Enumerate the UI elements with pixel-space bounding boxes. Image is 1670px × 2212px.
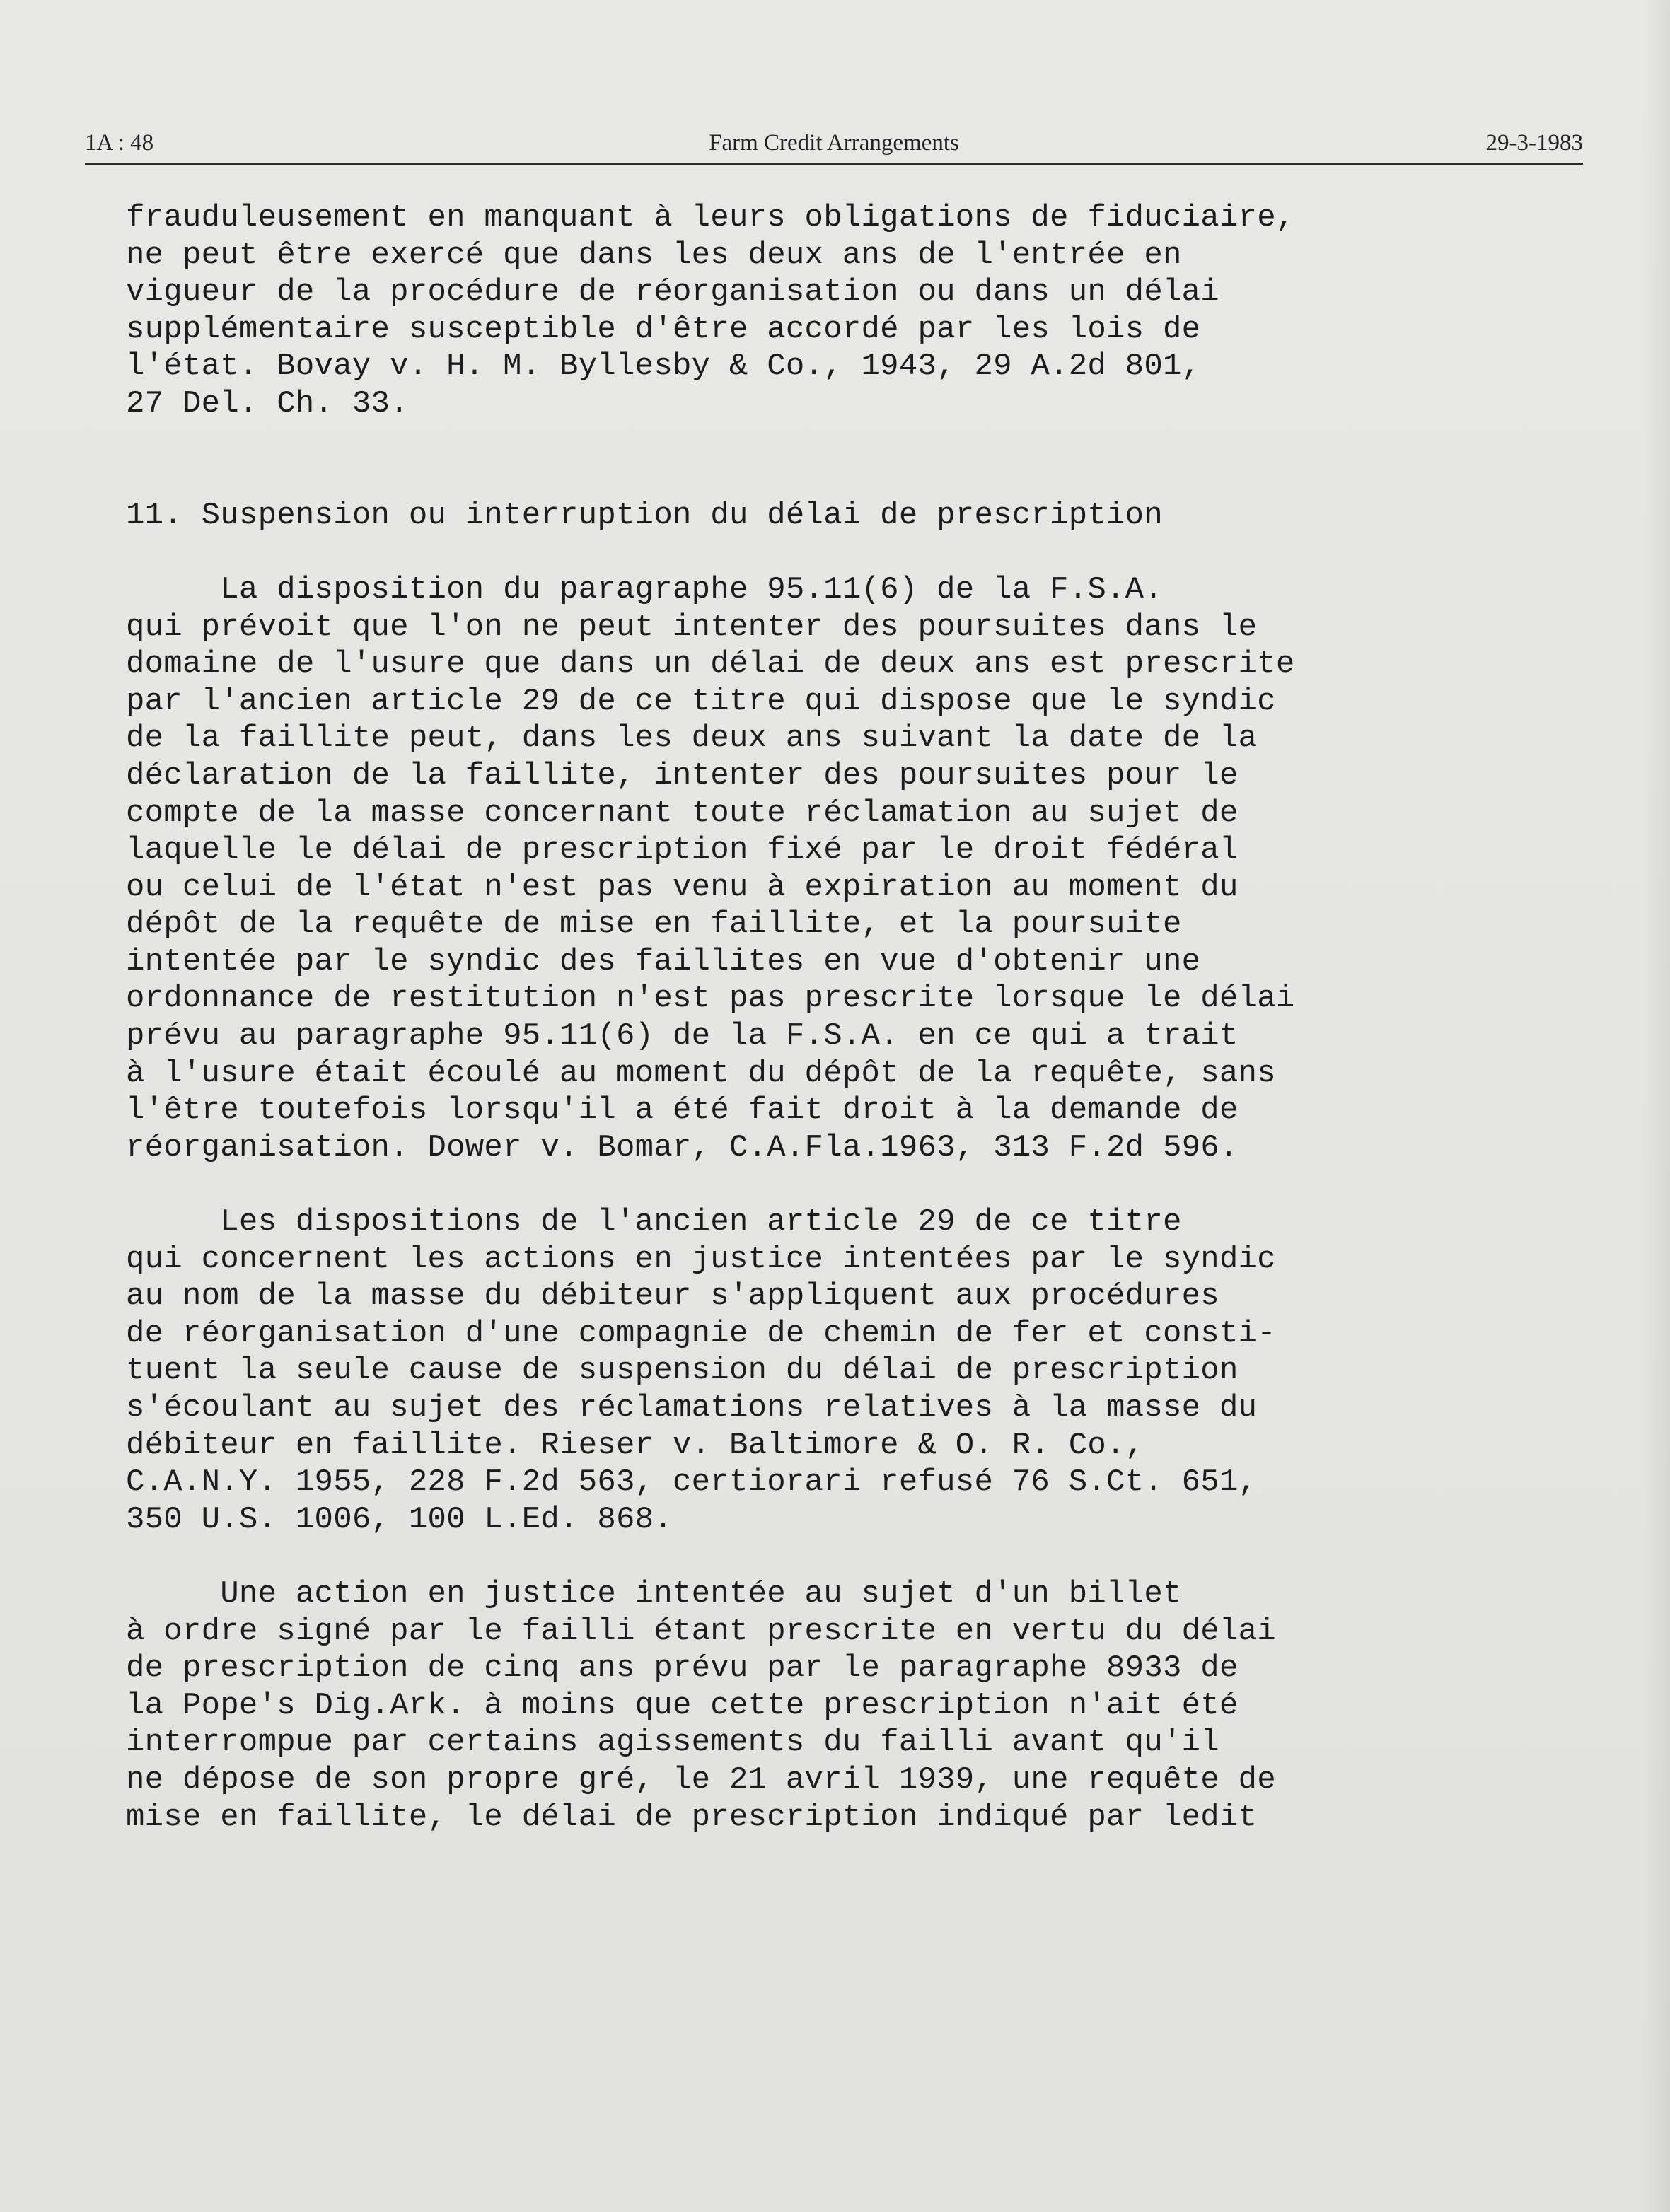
body-text	[126, 199, 1505, 1836]
text-line: débiteur en faillite. Rieser v. Baltimore & O. R. Co.,	[126, 1427, 1144, 1463]
text-line: au nom de la masse du débiteur s'appliquent aux procédures	[126, 1279, 1219, 1315]
text-line: prévu au paragraphe 95.11(6) de la F.S.A. en ce qui a trait	[126, 1018, 1239, 1054]
text-line: ne dépose de son propre gré, le 21 avril 1939, une requête de	[126, 1762, 1276, 1798]
text-line: La disposition du paragraphe 95.11(6) de la F.S.A.	[126, 571, 1163, 607]
text-line: par l'ancien article 29 de ce titre qui dispose que le syndic	[126, 683, 1276, 719]
paragraph-rieser-v-baltimore	[126, 1204, 1505, 1538]
text-line: supplémentaire susceptible d'être accordé par les lois de	[126, 311, 1201, 347]
text-line: ne peut être exercé que dans les deux ans de l'entrée en	[126, 237, 1182, 273]
page-edge-shadow	[1642, 0, 1670, 2212]
section-heading	[126, 497, 1505, 535]
text-line: s'écoulant au sujet des réclamations relatives à la masse du	[126, 1390, 1258, 1426]
header-rule	[85, 163, 1583, 165]
text-line: à ordre signé par le failli étant prescrite en vertu du délai	[126, 1613, 1276, 1649]
text-line: de la faillite peut, dans les deux ans suivant la date de la	[126, 721, 1258, 757]
text-line: qui prévoit que l'on ne peut intenter des poursuites dans le	[126, 609, 1258, 645]
text-line: l'être toutefois lorsqu'il a été fait droit à la demande de	[126, 1093, 1239, 1129]
text-line: C.A.N.Y. 1955, 228 F.2d 563, certiorari refusé 76 S.Ct. 651,	[126, 1465, 1258, 1501]
text-line: la Pope's Dig.Ark. à moins que cette prescription n'ait été	[126, 1687, 1239, 1723]
text-line: vigueur de la procédure de réorganisation ou dans un délai	[126, 274, 1219, 310]
text-line: ordonnance de restitution n'est pas prescrite lorsque le délai	[126, 981, 1295, 1017]
header-title: Farm Credit Arrangements	[709, 130, 959, 156]
text-line: mise en faillite, le délai de prescription indiqué par ledit	[126, 1799, 1258, 1835]
text-line: frauduleusement en manquant à leurs obligations de fiduciaire,	[126, 200, 1295, 235]
text-line: à l'usure était écoulé au moment du dépôt de la requête, sans	[126, 1055, 1276, 1091]
text-line: 350 U.S. 1006, 100 L.Ed. 868.	[126, 1501, 673, 1537]
text-line: ou celui de l'état n'est pas venu à expiration au moment du	[126, 869, 1239, 905]
text-line: tuent la seule cause de suspension du délai de prescription	[126, 1353, 1239, 1389]
text-line: Les dispositions de l'ancien article 29 de ce titre	[126, 1204, 1182, 1240]
text-line: compte de la masse concernant toute réclamation au sujet de	[126, 795, 1239, 831]
text-line: 27 Del. Ch. 33.	[126, 385, 409, 421]
text-line: dépôt de la requête de mise en faillite, et la poursuite	[126, 907, 1182, 943]
paragraph-continuation	[126, 199, 1505, 423]
text-line: qui concernent les actions en justice intentées par le syndic	[126, 1241, 1276, 1277]
header-date: 29-3-1983	[1485, 130, 1583, 156]
text-line: l'état. Bovay v. H. M. Byllesby & Co., 1943, 29 A.2d 801,	[126, 349, 1201, 385]
text-line: de prescription de cinq ans prévu par le paragraphe 8933 de	[126, 1651, 1239, 1687]
running-header	[85, 126, 1583, 161]
text-line: intentée par le syndic des faillites en vue d'obtenir une	[126, 943, 1201, 979]
text-line: réorganisation. Dower v. Bomar, C.A.Fla.1963, 313 F.2d 596.	[126, 1129, 1239, 1165]
text-line: interrompue par certains agissements du failli avant qu'il	[126, 1725, 1219, 1761]
header-page-ref: 1A : 48	[85, 130, 154, 156]
text-line: de réorganisation d'une compagnie de chemin de fer et consti-	[126, 1315, 1276, 1351]
text-line: laquelle le délai de prescription fixé par le droit fédéral	[126, 832, 1239, 868]
paragraph-dower-v-bomar	[126, 571, 1505, 1167]
text-line: déclaration de la faillite, intenter des poursuites pour le	[126, 757, 1239, 793]
heading-line: 11. Suspension ou interruption du délai de prescription	[126, 497, 1163, 533]
text-line: Une action en justice intentée au sujet d'un billet	[126, 1576, 1182, 1612]
text-line: domaine de l'usure que dans un délai de deux ans est prescrite	[126, 646, 1295, 682]
paragraph-billet-a-ordre	[126, 1576, 1505, 1836]
